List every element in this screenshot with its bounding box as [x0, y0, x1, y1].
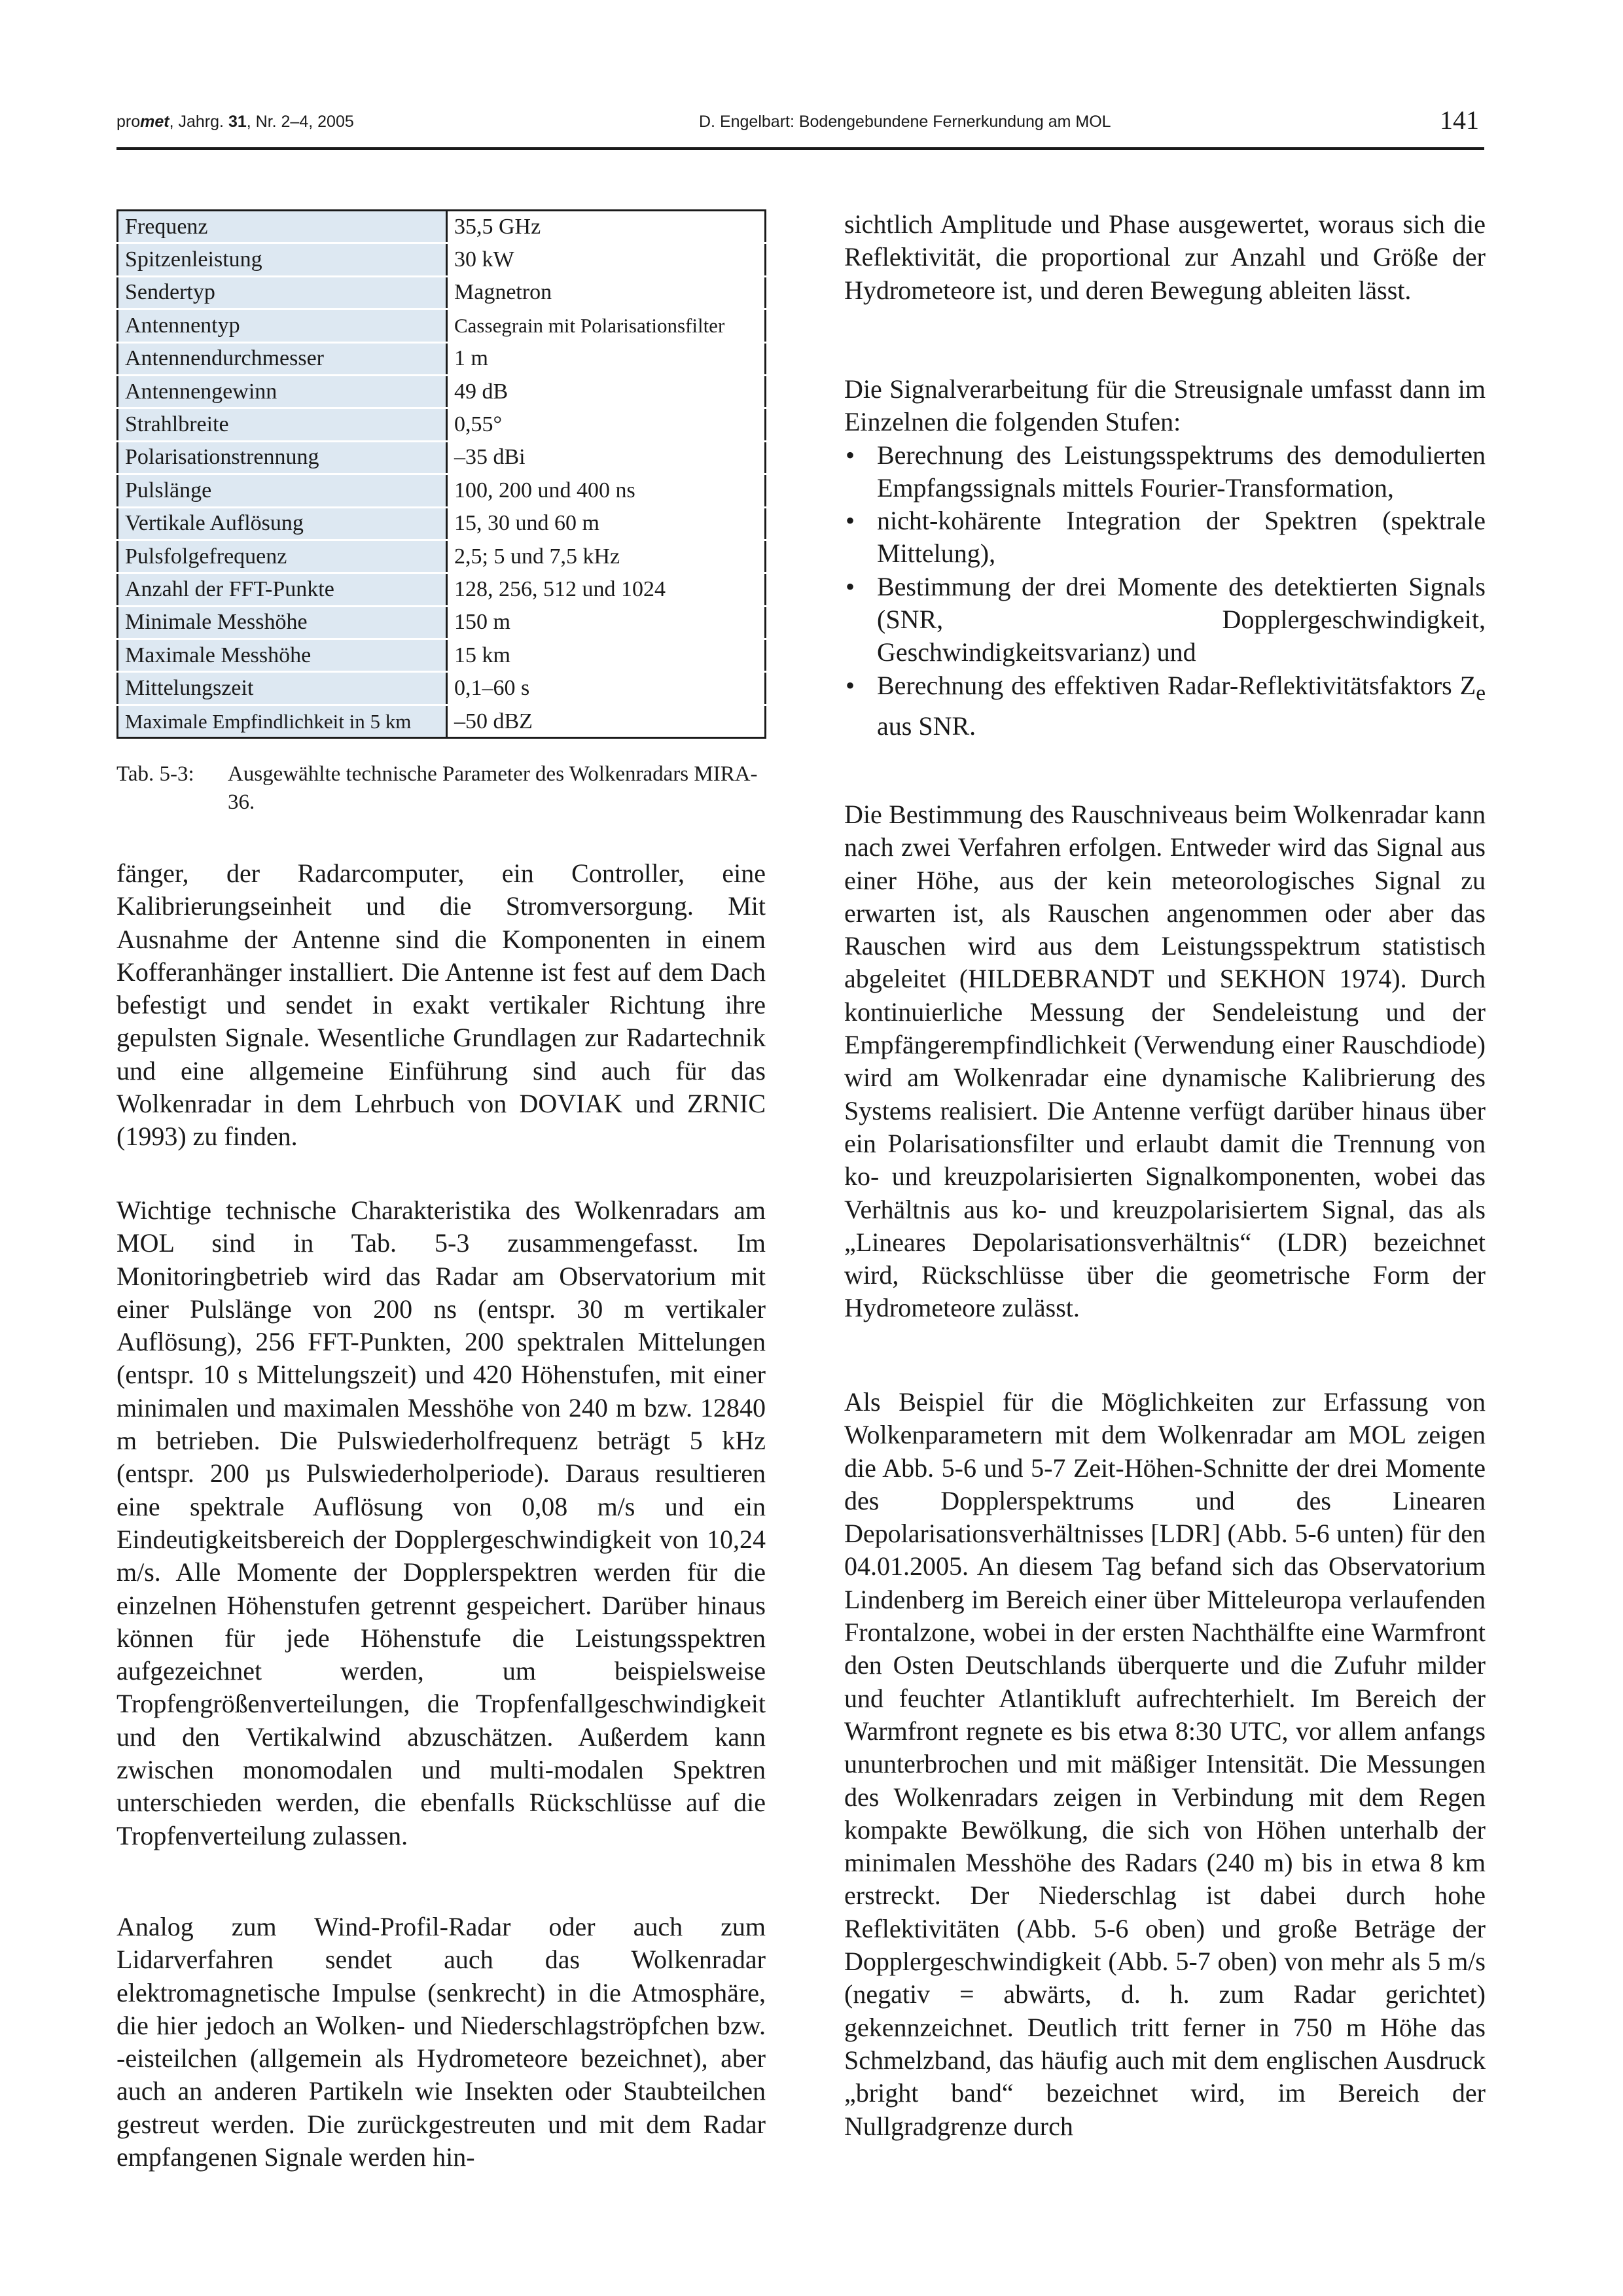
table-row	[118, 375, 766, 408]
table-row	[118, 573, 766, 606]
param-value: 128, 256, 512 und 1024	[447, 573, 766, 606]
table-row	[118, 540, 766, 573]
journal-volume: 31	[228, 113, 247, 131]
right-column-signal-processing	[844, 373, 1486, 743]
list-item	[844, 571, 1486, 669]
list-item	[844, 669, 1486, 743]
param-name: Mittelungszeit	[118, 672, 447, 705]
right-column-paragraph-1	[844, 208, 1486, 307]
table-row	[118, 639, 766, 672]
param-name: Antennendurchmesser	[118, 342, 447, 375]
right-column-paragraph-3	[844, 798, 1486, 1325]
journal-issue: , Nr. 2–4, 2005	[246, 113, 354, 131]
paragraph: Die Bestimmung des Rauschniveaus beim Wolkenradar kann nach zwei Verfahren erfolgen. Entweder wird das Signal aus einer Höhe, aus der kein meteorologisches Signal zu erwarten ist, als Rauschen angenommen oder aber das Rauschen wird aus dem Leistungsspektrum statistisch abgeleitet (HILDEBRANDT und SEKHON 1974). Durch kontinuierliche Messung der Sendeleistung und der Empfängerempfindlichkeit (Verwendung einer Rauschdiode) wird am Wolkenradar eine dynamische Kalibrierung des Systems realisiert. Die Antenne verfügt darüber hinaus über ein Polarisationsfilter und erlaubt damit die Trennung von ko- und kreuzpolarisierten Signalkomponenten, wobei das Verhältnis aus ko- und kreuzpolarisiertem Signal, das als „Lineares Depolarisationsverhältnis“ (LDR) bezeichnet wird, Rückschlüsse über die geometrische Form der Hydrometeore zulässt.	[844, 800, 1486, 1323]
list-item-text: Berechnung des Leistungsspektrums des demodulierten Empfangssignals mittels Fourier-Transformation,	[877, 440, 1486, 503]
table-row	[118, 672, 766, 705]
table-row	[118, 606, 766, 639]
left-column-paragraph-1	[116, 857, 766, 1154]
header-rule	[116, 147, 1484, 150]
param-name: Pulslänge	[118, 474, 447, 507]
param-name: Strahlbreite	[118, 408, 447, 441]
paragraph: Wichtige technische Charakteristika des Wolkenradars am MOL sind in Tab. 5-3 zusammengefasst. Im Monitoringbetrieb wird das Radar am Observatorium mit einer Pulslänge von 200 ns (entspr. 30 m vertikaler Auflösung), 256 FFT-Punkten, 200 spektralen Mittelungen (entspr. 10 s Mittelungszeit) und 420 Höhenstufen, mit einer minimalen und maximalen Messhöhe von 240 m bzw. 12840 m betrieben. Die Pulswiederholfrequenz beträgt 5 kHz (entspr. 200 µs Pulswiederholperiode). Daraus resultieren eine spektrale Auflösung von 0,08 m/s und ein Eindeutigkeitsbereich der Dopplergeschwindigkeit von 10,24 m/s. Alle Momente der Dopplerspektren werden für die einzelnen Höhenstufen getrennt gespeichert. Darüber hinaus können für jede Höhenstufe die Leistungsspektren aufgezeichnet werden, um beispielsweise Tropfengrößenverteilungen, die Tropfenfallgeschwindigkeit und den Vertikalwind abzuschätzen. Außerdem kann zwischen monomodalen und multi-modalen Spektren unterschieden werden, die ebenfalls Rückschlüsse auf die Tropfenverteilung zulassen.	[116, 1195, 766, 1850]
param-name: Polarisationstrennung	[118, 441, 447, 474]
param-value: 100, 200 und 400 ns	[447, 474, 766, 507]
param-name: Anzahl der FFT-Punkte	[118, 573, 447, 606]
param-value: Cassegrain mit Polarisationsfilter	[447, 309, 766, 342]
bullet: •	[846, 571, 855, 601]
left-column-paragraph-3	[116, 1911, 766, 2174]
param-value: –50 dBZ	[447, 705, 766, 737]
table-row	[118, 705, 766, 737]
param-name: Maximale Empfindlichkeit in 5 km	[118, 705, 447, 737]
param-value: Magnetron	[447, 276, 766, 309]
paragraph: sichtlich Amplitude und Phase ausgewertet, woraus sich die Reflektivität, die proportional zur Anzahl und Größe der Hydrometeore ist, und deren Bewegung ableiten lässt.	[844, 209, 1486, 305]
param-value: 30 kW	[447, 243, 766, 276]
table-caption-label: Tab. 5-3:	[116, 762, 194, 786]
table-row	[118, 474, 766, 507]
table-row	[118, 211, 766, 243]
param-value: 15, 30 und 60 m	[447, 507, 766, 540]
param-name: Antennentyp	[118, 309, 447, 342]
param-value: 150 m	[447, 606, 766, 639]
table-row	[118, 309, 766, 342]
page-number: 141	[1440, 105, 1479, 135]
bullet: •	[846, 440, 855, 470]
list-item	[844, 504, 1486, 571]
param-name: Maximale Messhöhe	[118, 639, 447, 672]
left-column-paragraph-2	[116, 1194, 766, 1852]
processing-steps-list	[844, 439, 1486, 743]
paragraph: fänger, der Radarcomputer, ein Controller, eine Kalibrierungseinheit und die Stromversorgung. Mit Ausnahme der Antenne sind die Komponenten in einem Kofferanhänger installiert. Die Antenne ist fest auf dem Dach befestigt und sendet in exakt vertikaler Richtung ihre gepulsten Signale. Wesentliche Grundlagen zur Radartechnik und eine allgemeine Einführung sind auch für das Wolkenradar in dem Lehrbuch von DOVIAK und ZRNIC (1993) zu finden.	[116, 858, 766, 1152]
table-row	[118, 441, 766, 474]
table-row	[118, 276, 766, 309]
bullet: •	[846, 506, 855, 536]
paragraph: Die Signalverarbeitung für die Streusignale umfasst dann im Einzelnen die folgenden Stufen:	[844, 374, 1486, 437]
param-name: Frequenz	[118, 211, 447, 243]
param-name: Pulsfolgefrequenz	[118, 540, 447, 573]
table-caption-text: Ausgewählte technische Parameter des Wolkenradars MIRA-36.	[228, 762, 758, 814]
paragraph: Als Beispiel für die Möglichkeiten zur Erfassung von Wolkenparametern mit dem Wolkenradar am MOL zeigen die Abb. 5-6 und 5-7 Zeit-Höhen-Schnitte der drei Momente des Dopplerspektrums und des Linearen Depolarisationsverhältnisses [LDR] (Abb. 5-6 unten) für den 04.01.2005. An diesem Tag befand sich das Observatorium Lindenberg im Bereich einer über Mitteleuropa verlaufenden Frontalzone, wobei in der ersten Nachthälfte eine Warmfront den Osten Deutschlands überquerte und die Zufuhr milder und feuchter Atlantikluft aufrechterhielt. Im Bereich der Warmfront regnete es bis etwa 8:30 UTC, vor allem anfangs ununterbrochen und mit mäßiger Intensität. Die Messungen des Wolkenradars zeigen in Verbindung mit dem Regen kompakte Bewölkung, die sich von Höhen unterhalb der minimalen Messhöhe des Radars (240 m) bis in etwa 8 km erstreckt. Der Niederschlag ist dabei durch hohe Reflektivitäten (Abb. 5-6 oben) und große Beträge der Dopplergeschwindigkeit (Abb. 5-7 oben) von mehr als 5 m/s (negativ = abwärts, d. h. zum Radar gerichtet) gekennzeichnet. Deutlich tritt ferner in 750 m Höhe das Schmelzband, das häufig auch mit dem englischen Ausdruck „bright band“ bezeichnet wird, im Bereich der Nullgradgrenze durch	[844, 1387, 1486, 2141]
param-name: Spitzenleistung	[118, 243, 447, 276]
parameter-table	[116, 209, 766, 739]
table-row	[118, 342, 766, 375]
table-caption	[116, 760, 766, 817]
param-value: 35,5 GHz	[447, 211, 766, 243]
param-value: 1 m	[447, 342, 766, 375]
table-row	[118, 408, 766, 441]
page-header	[116, 105, 1484, 157]
journal-brand-met: met	[140, 113, 169, 131]
param-value: –35 dBi	[447, 441, 766, 474]
journal-brand-pro: pro	[116, 113, 141, 131]
list-item-text: nicht-kohärente Integration der Spektren (spektrale Mittelung),	[877, 506, 1486, 569]
table-row	[118, 243, 766, 276]
journal-citation	[116, 113, 354, 132]
paragraph: Analog zum Wind-Profil-Radar oder auch zum Lidarverfahren sendet auch das Wolkenradar elektromagnetische Impulse (senkrecht) in die Atmosphäre, die hier jedoch an Wolken- und Niederschlagströpfchen bzw. -eisteilchen (allgemein als Hydrometeore bezeichnet), aber auch an anderen Partikeln wie Insekten oder Staubteilchen gestreut werden. Die zurückgestreuten und mit dem Radar empfangenen Signale werden hin-	[116, 1912, 766, 2172]
subscript: e	[1476, 680, 1486, 705]
list-item	[844, 439, 1486, 505]
param-value: 49 dB	[447, 375, 766, 408]
param-value: 15 km	[447, 639, 766, 672]
param-name: Antennengewinn	[118, 375, 447, 408]
bullet: •	[846, 670, 855, 700]
table-row	[118, 507, 766, 540]
journal-year: , Jahrg.	[169, 113, 228, 131]
param-value: 0,1–60 s	[447, 672, 766, 705]
param-name: Minimale Messhöhe	[118, 606, 447, 639]
param-value: 2,5; 5 und 7,5 kHz	[447, 540, 766, 573]
param-name: Vertikale Auflösung	[118, 507, 447, 540]
article-running-title: D. Engelbart: Bodengebundene Fernerkundung am MOL	[699, 113, 1111, 131]
param-name: Sendertyp	[118, 276, 447, 309]
param-value: 0,55°	[447, 408, 766, 441]
list-item-text: Bestimmung der drei Momente des detektierten Signals (SNR, Dopplergeschwindigkeit, Geschwindigkeitsvarianz) und	[877, 571, 1486, 667]
list-item-text-pre: Berechnung des effektiven Radar-Reflektivitätsfaktors Z	[877, 670, 1476, 700]
list-item-text-post: aus SNR.	[877, 711, 976, 741]
right-column-paragraph-4	[844, 1386, 1486, 2143]
parameter-table-container	[116, 209, 766, 739]
